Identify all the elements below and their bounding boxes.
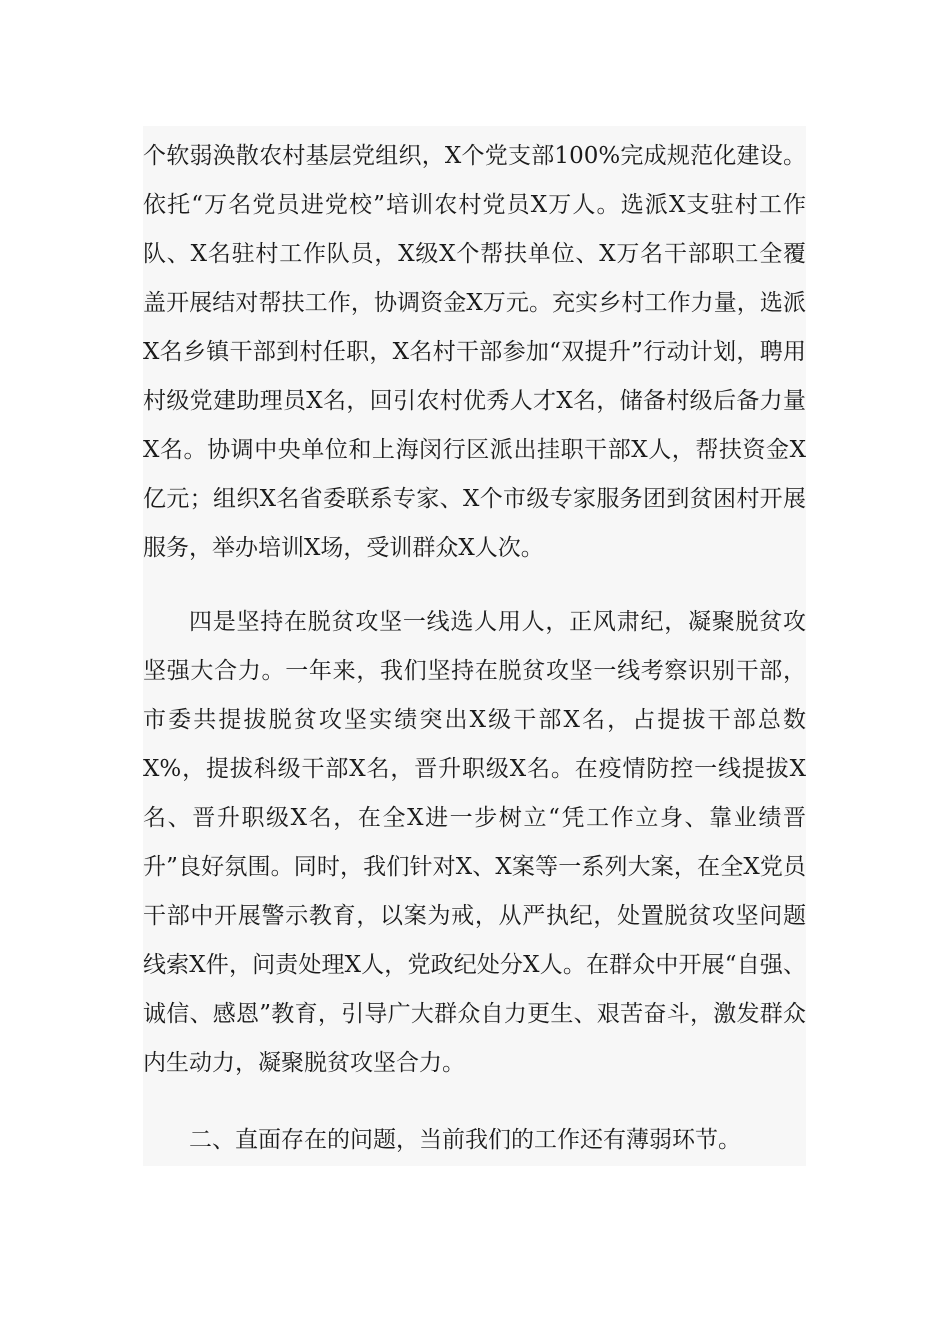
section-heading-two: 二、直面存在的问题，当前我们的工作还有薄弱环节。 bbox=[189, 1127, 741, 1153]
paragraph-continuation: 个软弱涣散农村基层党组织，X个党支部100%完成规范化建设。依托“万名党员进党校”培训农村党员X万人。选派X支驻村工作队、X名驻村工作队员，X级X个帮扶单位、X万名干部职工全覆盖开展结对帮扶工作，协调资金X万元。充实乡村工作力量，选派X名乡镇干部到村任职，X名村干部参加“双提升”行动计划，聘用村级党建助理员X名，回引农村优秀人才X名，储备村级后备力量X名。协调中央单位和上海闵行区派出挂职干部X人，帮扶资金X亿元；组织X名省委联系专家、X个市级专家服务团到贫困村开展服务，举办培训X场，受训群众X人次。 bbox=[143, 143, 806, 561]
paragraph-point-four: 四是坚持在脱贫攻坚一线选人用人，正风肃纪，凝聚脱贫攻坚强大合力。一年来，我们坚持在脱贫攻坚一线考察识别干部，市委共提拔脱贫攻坚实绩突出X级干部X名，占提拔干部总数X%，提拔科级干部X名，晋升职级X名。在疫情防控一线提拔X名、晋升职级X名，在全X进一步树立“凭工作立身、靠业绩晋升”良好氛围。同时，我们针对X、X案等一系列大案，在全X党员干部中开展警示教育，以案为戒，从严执纪，处置脱贫攻坚问题线索X件，问责处理X人，党政纪处分X人。在群众中开展“自强、诚信、感恩”教育，引导广大群众自力更生、艰苦奋斗，激发群众内生动力，凝聚脱贫攻坚合力。 bbox=[143, 609, 806, 1076]
document-body bbox=[143, 126, 806, 1166]
